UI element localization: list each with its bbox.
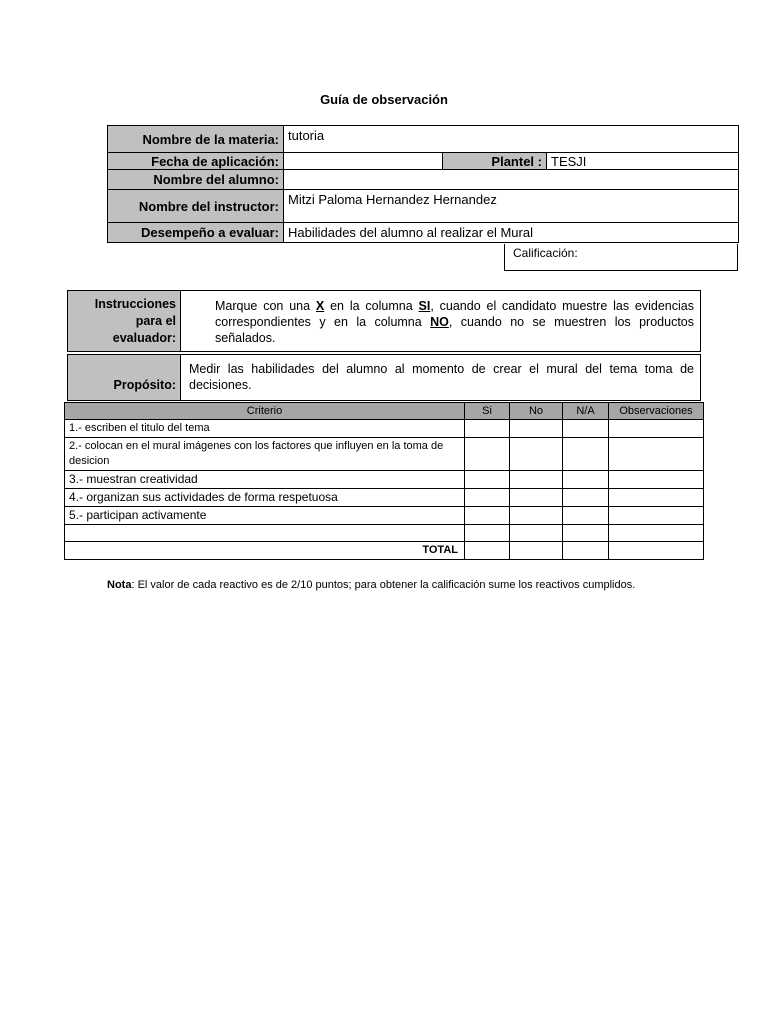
col-criterio: Criterio: [65, 403, 465, 420]
purpose-label: Propósito:: [68, 355, 181, 401]
total-na[interactable]: [563, 542, 609, 560]
total-si[interactable]: [465, 542, 510, 560]
alumno-value[interactable]: [284, 170, 739, 190]
cell-observaciones[interactable]: [609, 525, 704, 542]
materia-label: Nombre de la materia:: [108, 126, 284, 153]
cell-na[interactable]: [563, 420, 609, 438]
calificacion-box[interactable]: [504, 244, 738, 271]
instructor-value[interactable]: Mitzi Paloma Hernandez Hernandez: [284, 190, 739, 223]
cell-si[interactable]: [465, 420, 510, 438]
cell-no[interactable]: [510, 438, 563, 471]
cell-si[interactable]: [465, 438, 510, 471]
cell-na[interactable]: [563, 471, 609, 489]
desempeno-label: Desempeño a evaluar:: [108, 223, 284, 243]
cell-observaciones[interactable]: [609, 471, 704, 489]
cell-no[interactable]: [510, 489, 563, 507]
col-na: N/A: [563, 403, 609, 420]
cell-si[interactable]: [465, 525, 510, 542]
total-no[interactable]: [510, 542, 563, 560]
total-row: [65, 542, 704, 560]
col-observaciones: Observaciones: [609, 403, 704, 420]
mark-no: NO: [430, 315, 449, 329]
col-no: No: [510, 403, 563, 420]
alumno-label: Nombre del alumno:: [108, 170, 284, 190]
instructions-label: Instrucciones para el evaluador:: [68, 291, 181, 352]
note-label: Nota: [107, 579, 132, 591]
plantel-value[interactable]: TESJI: [547, 153, 739, 170]
fecha-label: Fecha de aplicación:: [108, 153, 284, 170]
table-row: [65, 507, 704, 525]
info-table: [107, 125, 739, 243]
document-title: Guía de observación: [320, 92, 448, 107]
instructions-text: Marque con una X en la columna SI, cuando el candidato muestre las evidencias correspondientes y en la columna NO, cuando no se muestren los productos señalados.: [181, 291, 701, 352]
criterio-1: 1.- escriben el titulo del tema: [65, 420, 465, 438]
cell-observaciones[interactable]: [609, 420, 704, 438]
table-row: [65, 438, 704, 471]
cell-na[interactable]: [563, 507, 609, 525]
materia-value[interactable]: tutoria: [284, 126, 739, 153]
plantel-label: Plantel :: [443, 153, 547, 170]
mark-x: X: [315, 299, 325, 313]
cell-no[interactable]: [510, 525, 563, 542]
total-label: TOTAL: [65, 542, 465, 560]
instructor-label: Nombre del instructor:: [108, 190, 284, 223]
note: [107, 579, 635, 591]
calificacion-label: Calificación:: [513, 246, 578, 260]
criterio-3: 3.- muestran creatividad: [65, 471, 465, 489]
note-text: : El valor de cada reactivo es de 2/10 puntos; para obtener la calificación sume los reactivos cumplidos.: [131, 579, 636, 591]
cell-si[interactable]: [465, 507, 510, 525]
cell-no[interactable]: [510, 507, 563, 525]
table-row: [65, 420, 704, 438]
col-si: Si: [465, 403, 510, 420]
cell-si[interactable]: [465, 471, 510, 489]
table-row: [65, 471, 704, 489]
table-row: [65, 489, 704, 507]
total-observaciones[interactable]: [609, 542, 704, 560]
cell-observaciones[interactable]: [609, 507, 704, 525]
criterio-blank: [65, 525, 465, 542]
cell-no[interactable]: [510, 471, 563, 489]
cell-na[interactable]: [563, 489, 609, 507]
criterio-5: 5.- participan activamente: [65, 507, 465, 525]
mark-si: SI: [418, 299, 431, 313]
cell-observaciones[interactable]: [609, 438, 704, 471]
cell-no[interactable]: [510, 420, 563, 438]
cell-si[interactable]: [465, 489, 510, 507]
cell-na[interactable]: [563, 438, 609, 471]
instructions-table: [67, 290, 701, 401]
purpose-text: Medir las habilidades del alumno al momento de crear el mural del tema toma de decisiones.: [181, 355, 701, 401]
criteria-table: [64, 402, 704, 560]
criterio-2: 2.- colocan en el mural imágenes con los factores que influyen en la toma de desicion: [65, 438, 465, 471]
criterio-4: 4.- organizan sus actividades de forma respetuosa: [65, 489, 465, 507]
table-row: [65, 525, 704, 542]
desempeno-value[interactable]: Habilidades del alumno al realizar el Mural: [284, 223, 739, 243]
cell-observaciones[interactable]: [609, 489, 704, 507]
fecha-value[interactable]: [284, 153, 443, 170]
cell-na[interactable]: [563, 525, 609, 542]
